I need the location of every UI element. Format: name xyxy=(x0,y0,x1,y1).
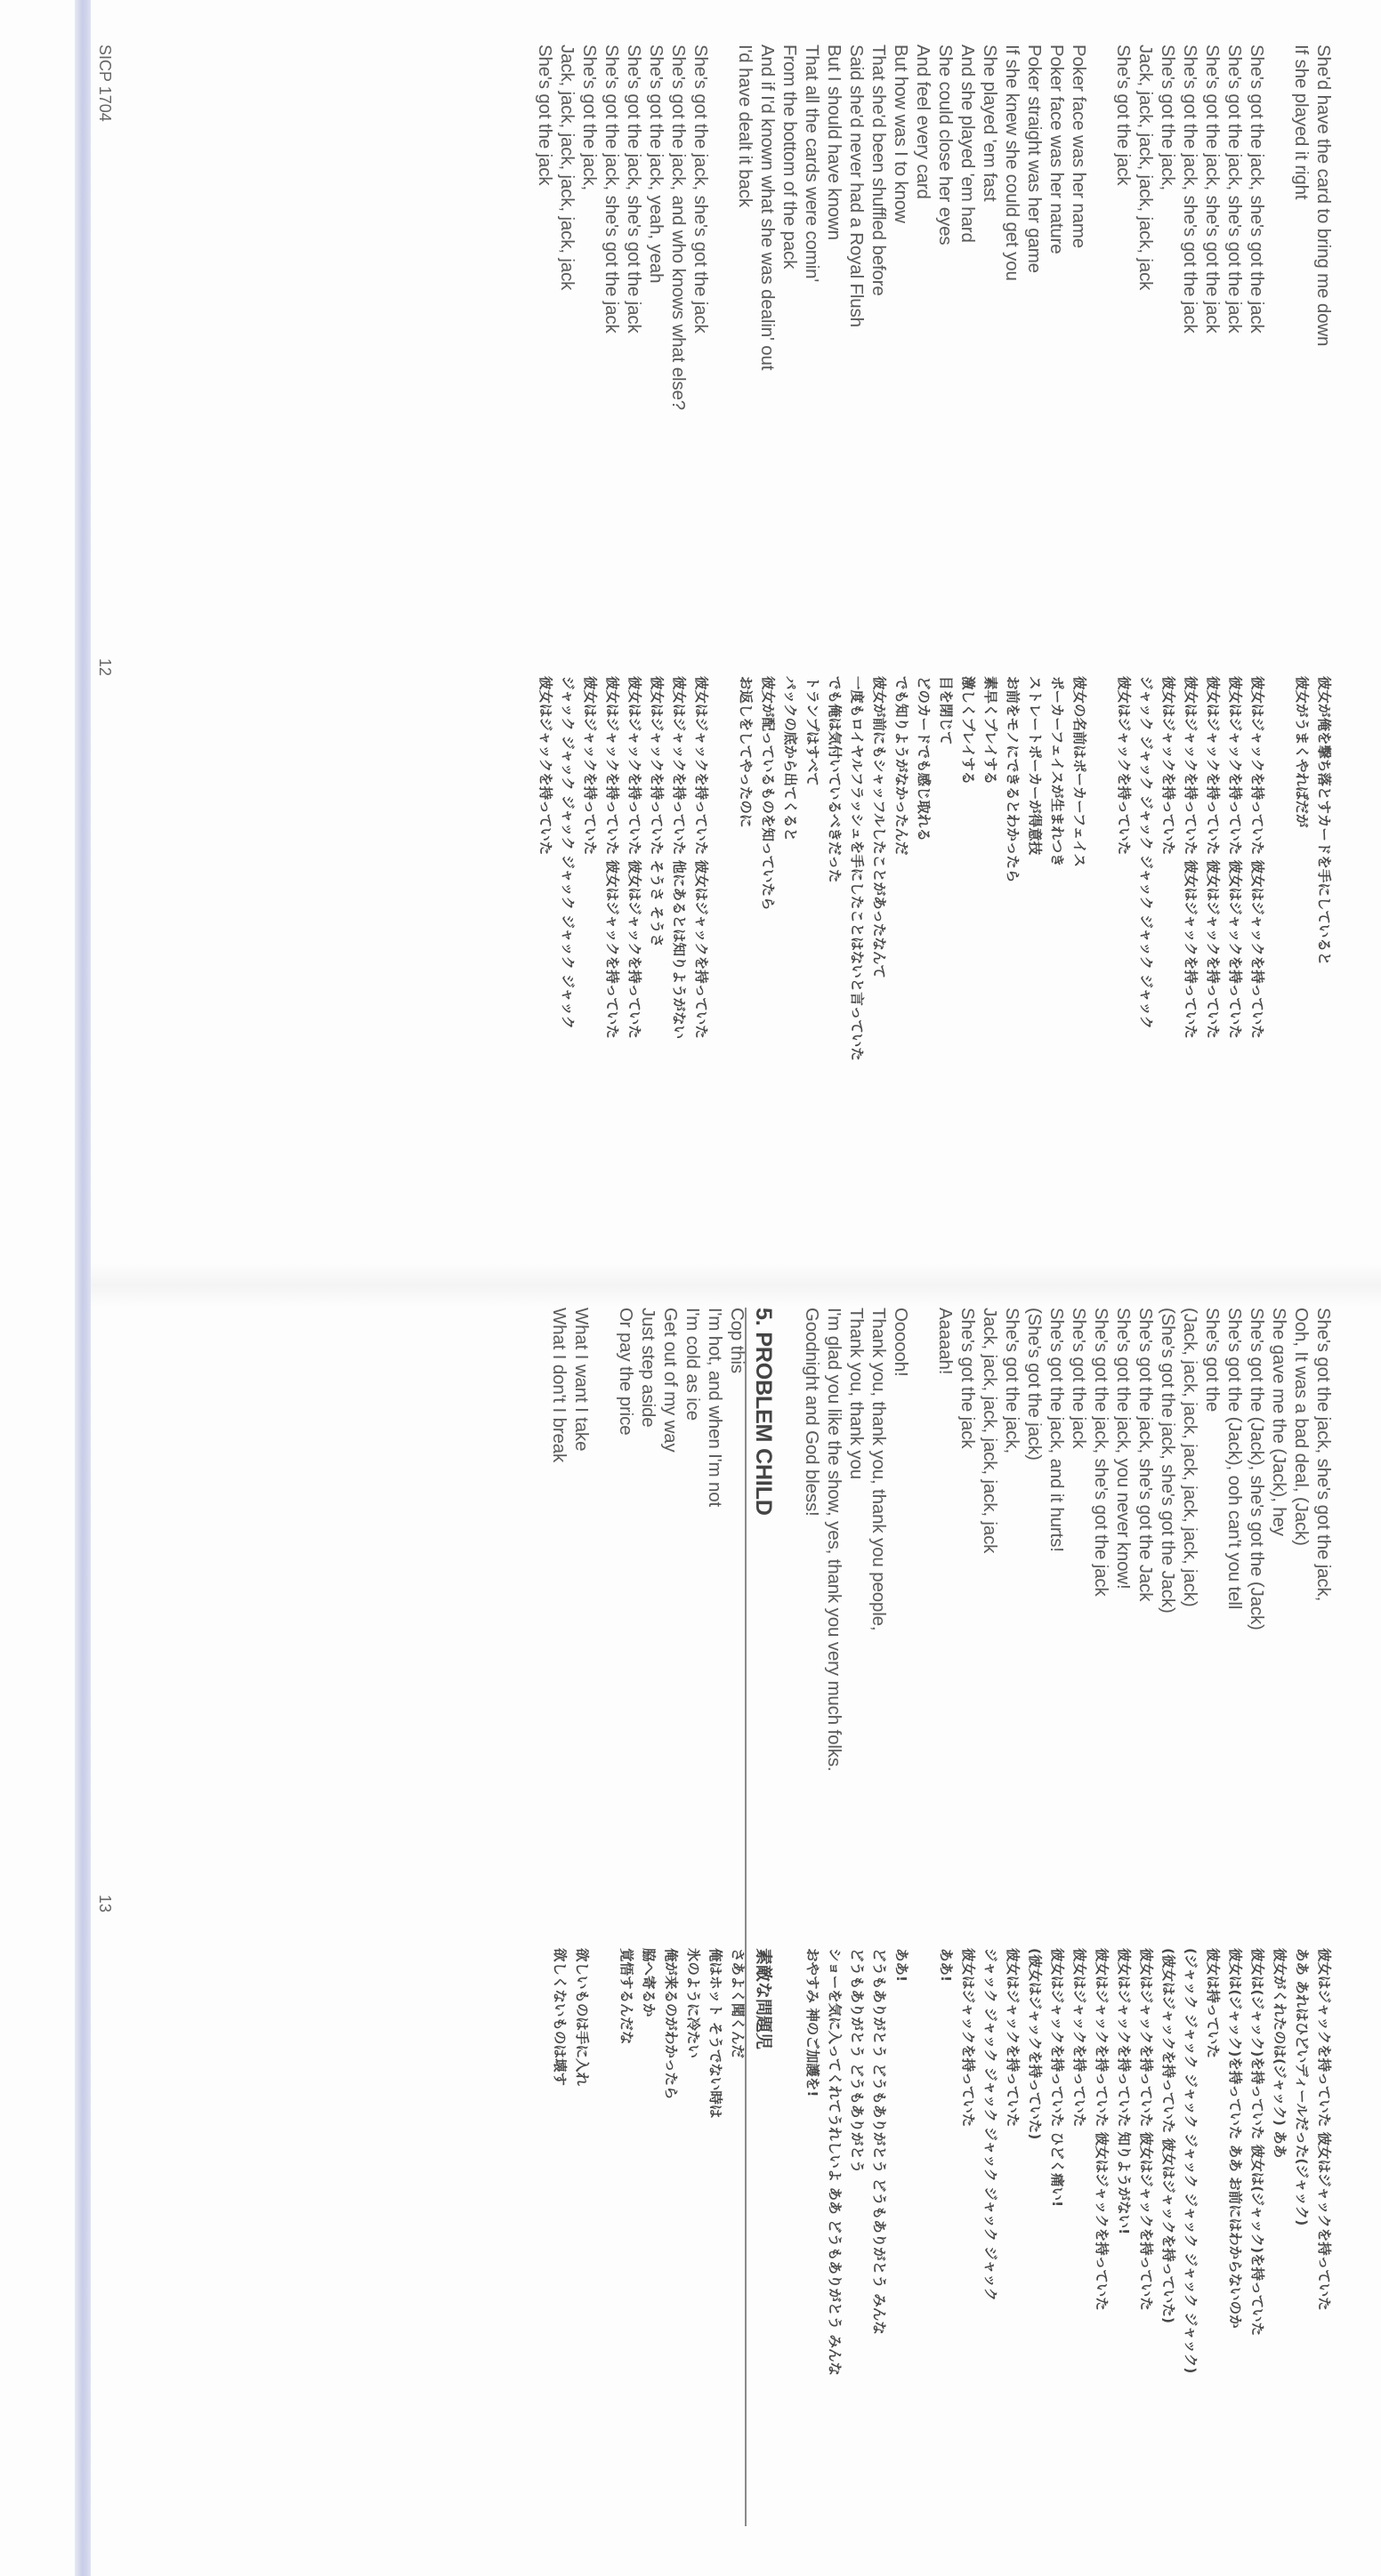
lyric-line: 目を閉じて xyxy=(938,676,954,745)
lyric-line: ジャック ジャック ジャック ジャック ジャック ジャック xyxy=(982,1948,998,2302)
lyric-line: And if I'd known what she was dealin' out xyxy=(757,44,778,371)
song-title: 5. PROBLEM CHILD xyxy=(751,1308,776,1516)
lyric-line: Ooh, It was a bad deal, (Jack) xyxy=(1291,1308,1312,1546)
lyric-line: でも俺は気付いているべきだった xyxy=(827,676,843,883)
lyric-line: 彼女は(ジャック)を持っていた ああ お前にはわからないのか xyxy=(1227,1948,1243,2329)
lyric-line: ショーを気に入ってくれてうれしいよ ああ どうもありがとう みんな xyxy=(827,1948,843,2376)
lyric-line: (彼女はジャックを持っていた 彼女はジャックを持っていた) xyxy=(1160,1948,1176,2323)
booklet-binding-edge xyxy=(75,0,91,2576)
lyric-line: ジャック ジャック ジャック ジャック ジャック ジャック xyxy=(560,676,576,1030)
lyric-line: She's got the jack, she's got the jack xyxy=(1180,44,1200,334)
lyric-line: She's got the jack, you never know! xyxy=(1113,1308,1134,1590)
lyric-line: 彼女はジャックを持っていた 彼女はジャックを持っていた xyxy=(1094,1948,1110,2311)
lyric-line: But I should have known xyxy=(824,44,844,240)
lyric-line: 彼女がうまくやればだが xyxy=(1294,676,1310,828)
lyric-line: From the bottom of the pack xyxy=(779,44,800,270)
lyric-line: She's got the jack, and who knows what else? xyxy=(668,44,689,410)
lyric-line: She's got the jack, she's got the Jack xyxy=(1135,1308,1156,1602)
lyric-line: She's got the jack, she's got the jack xyxy=(1224,44,1245,334)
song-title: 素敵な問題児 xyxy=(754,1948,773,2050)
lyric-line: (She's got the jack) xyxy=(1024,1308,1045,1461)
lyric-line: 彼女はジャックを持っていた 知りようがない! xyxy=(1116,1948,1132,2235)
title-divider xyxy=(745,1308,747,2526)
lyric-line: パックの底から出てくると xyxy=(782,676,798,842)
lyric-line: 彼女はジャックを持っていた xyxy=(1160,676,1176,856)
stanza-gap xyxy=(1090,676,1112,1245)
stanza-gap xyxy=(1268,676,1290,1245)
lyric-line: I'm cold as ice xyxy=(682,1308,703,1421)
lyrics-japanese-column xyxy=(534,676,1335,1245)
lyric-line: 彼女が配っているものを知っていたら xyxy=(760,676,776,911)
lyric-line: Thank you, thank you xyxy=(846,1308,867,1480)
lyric-line: She's got the jack, she's got the jack xyxy=(1091,1308,1111,1597)
lyric-line: She's got the jack xyxy=(1113,44,1134,186)
lyric-line: She's got the jack, she's got the jack xyxy=(624,44,644,334)
lyric-line: 彼女は持っていた xyxy=(1205,1948,1221,2059)
lyric-line: She's got the (Jack), ooh can't you tell xyxy=(1224,1308,1245,1610)
stanza-gap xyxy=(712,676,734,1245)
lyric-line: 彼女はジャックを持っていた xyxy=(1071,1948,1087,2128)
lyric-line: おやすみ 神のご加護を! xyxy=(804,1948,820,2097)
lyric-line: 彼女はジャックを持っていた xyxy=(537,676,553,856)
lyric-line: Poker face was her nature xyxy=(1046,44,1067,254)
lyric-line: 彼女はジャックを持っていた 彼女はジャックを持っていた xyxy=(604,676,620,1039)
lyric-line: トランプはすべて xyxy=(804,676,820,786)
lyric-line: 彼女はジャックを持っていた 他にあるとは知りようがない xyxy=(671,676,687,1040)
lyric-line: 彼女はジャックを持っていた 彼女はジャックを持っていた xyxy=(693,676,709,1039)
lyric-line: Jack, jack, jack, jack, jack, jack xyxy=(557,44,577,291)
stanza-gap xyxy=(593,1308,615,1948)
lyric-line: 彼女はジャックを持っていた xyxy=(1005,1948,1021,2128)
lyric-line: ああ あれはひどいディールだった(ジャック) xyxy=(1294,1948,1310,2226)
lyric-line: 覚悟するんだな xyxy=(618,1948,634,2045)
stanza-gap xyxy=(779,1308,801,1948)
lyric-line: Get out of my way xyxy=(660,1308,681,1453)
stanza-gap xyxy=(1090,44,1112,578)
lyric-line: She's got the jack, she's got the jack xyxy=(602,44,622,334)
page-number: 12 xyxy=(96,658,114,677)
lyric-line: I'm glad you like the show, yes, thank you very much folks. xyxy=(824,1308,844,1772)
lyric-line: She's got the jack, xyxy=(1002,1308,1022,1454)
lyrics-english-column xyxy=(534,44,1335,578)
lyric-line: 彼女はジャックを持っていた 彼女はジャックを持っていた xyxy=(626,676,642,1039)
lyric-line: Or pay the price xyxy=(616,1308,636,1436)
lyrics-japanese-column xyxy=(548,1948,1335,2526)
lyric-line: What I don't I break xyxy=(549,1308,569,1463)
lyric-line: She's got the jack, xyxy=(579,44,600,191)
lyric-line: Jack, jack, jack, jack, jack, jack xyxy=(1135,44,1156,291)
lyric-line: 彼女はジャックを持っていた 彼女はジャックを持っていた xyxy=(1227,676,1243,1039)
lyric-line: ストレートポーカーが得意技 xyxy=(1027,676,1043,856)
lyric-line: お前をモノにできるとわかったら xyxy=(1005,676,1021,883)
lyric-line: And feel every card xyxy=(913,44,933,199)
page-number: 13 xyxy=(96,1895,114,1913)
lyrics-english-column xyxy=(548,1308,1335,1948)
lyric-line: She's got the jack xyxy=(957,1308,978,1449)
right-page-13 xyxy=(0,1308,1335,2526)
lyric-line: Poker face was her name xyxy=(1069,44,1089,248)
lyric-line: 彼女の名前はポーカーフェイス xyxy=(1071,676,1087,867)
lyric-line: Thank you, thank you, thank you people, xyxy=(868,1308,889,1631)
lyric-line: If she played it right xyxy=(1291,44,1312,200)
lyric-line: ポーカーフェイスが生まれつき xyxy=(1049,676,1065,867)
lyric-line: She could close her eyes xyxy=(935,44,956,246)
left-page-12 xyxy=(0,44,1335,1250)
lyric-line: どのカードでも感じ取れる xyxy=(916,676,932,842)
lyric-line: Cop this xyxy=(727,1308,747,1374)
lyric-line: She's got the jack xyxy=(535,44,555,186)
lyric-line: 俺はホット そうでない時は xyxy=(707,1948,723,2119)
lyric-line: Jack, jack, jack, jack, jack, jack xyxy=(980,1308,1000,1554)
lyric-line: She's got the jack, she's got the jack xyxy=(1202,44,1223,334)
lyric-line: I'd have dealt it back xyxy=(735,44,755,207)
lyric-line: 彼女はジャックを持っていた xyxy=(582,676,598,856)
lyric-line: Poker straight was her game xyxy=(1024,44,1045,273)
lyric-line: さあよく聞くんだ xyxy=(730,1948,746,2059)
lyric-line: ああ! xyxy=(938,1948,954,1983)
lyric-line: 彼女が前にもシャッフルしたことがあったなんて xyxy=(871,676,887,978)
lyric-line: And she played 'em hard xyxy=(957,44,978,243)
lyric-line: 彼女はジャックを持っていた 彼女はジャックを持っていた xyxy=(1138,1948,1154,2311)
lyric-line: ああ! xyxy=(893,1948,909,1983)
lyric-line: 氷のように冷たい xyxy=(685,1948,701,2059)
lyric-line: どうもありがとう どうもありがとう xyxy=(849,1948,865,2174)
stanza-gap xyxy=(912,1308,934,1948)
lyric-line: 彼女はジャックを持っていた 彼女はジャックを持っていた xyxy=(1183,676,1199,1039)
lyric-line: 彼女がくれたのは(ジャック) ああ xyxy=(1272,1948,1288,2159)
lyric-line: 脇へ寄るか xyxy=(641,1948,657,2017)
lyric-line: I'm hot, and when I'm not xyxy=(705,1308,725,1508)
lyric-line: 俺が来るのがわかったら xyxy=(663,1948,679,2100)
lyric-line: She's got the jack, and it hurts! xyxy=(1046,1308,1067,1552)
lyric-line: She's got the jack, yeah, yeah xyxy=(646,44,666,284)
lyric-line: She played 'em fast xyxy=(980,44,1000,202)
lyric-line: She's got the jack xyxy=(1069,1308,1089,1449)
lyric-line: 彼女は(ジャック)を持っていた 彼女は(ジャック)を持っていた xyxy=(1249,1948,1265,2337)
lyric-line: What I want I take xyxy=(571,1308,592,1452)
lyric-line: (ジャック ジャック ジャック ジャック ジャック ジャック ジャック) xyxy=(1183,1948,1199,2374)
lyric-line: 欲しいものは手に入れ xyxy=(574,1948,590,2087)
lyric-line: (彼女はジャックを持っていた) xyxy=(1027,1948,1043,2140)
lyric-line: She's got the jack, she's got the jack xyxy=(1247,44,1267,334)
stanza-gap xyxy=(593,1948,615,2526)
stanza-gap xyxy=(1268,44,1290,578)
catalog-number: SICP 1704 xyxy=(96,44,114,122)
lyric-line: 一度もロイヤルフラッシュを手にしたことはないと言っていた xyxy=(849,676,865,1061)
lyric-line: (She's got the jack, she's got the Jack) xyxy=(1158,1308,1178,1614)
stanza-gap xyxy=(712,44,734,578)
lyric-line: She's got the (Jack), she's got the (Jack) xyxy=(1247,1308,1267,1630)
lyric-line: 彼女はジャックを持っていた 彼女はジャックを持っていた xyxy=(1316,1948,1332,2311)
lyric-line: 彼女はジャックを持っていた そうさ そうさ xyxy=(649,676,665,947)
lyric-line: でも知りようがなかったんだ xyxy=(893,676,909,856)
lyric-line: 彼女はジャックを持っていた 彼女はジャックを持っていた xyxy=(1249,676,1265,1039)
lyric-line: 欲しくないものは壊す xyxy=(552,1948,568,2087)
lyric-line: どうもありがとう どうもありがとう どうもありがとう みんな xyxy=(871,1948,887,2335)
lyric-line: お返しをしてやったのに xyxy=(738,676,754,828)
lyric-line: She's got the jack, xyxy=(1158,44,1178,191)
lyric-line: Goodnight and God bless! xyxy=(802,1308,822,1517)
lyric-line: She'd have the card to bring me down xyxy=(1313,44,1334,347)
lyric-line: 彼女はジャックを持っていた ひどく痛い! xyxy=(1049,1948,1065,2208)
lyric-line: She's got the jack, she's got the jack, xyxy=(1313,1308,1334,1602)
lyric-line: ジャック ジャック ジャック ジャック ジャック ジャック xyxy=(1138,676,1154,1030)
lyric-line: 彼女が俺を撃ち落とすカードを手にしていると xyxy=(1316,676,1332,966)
lyric-line: She's got the jack, she's got the jack xyxy=(690,44,711,334)
spine-fold xyxy=(91,1263,1381,1308)
lyric-line: 素早くプレイする xyxy=(982,676,998,785)
lyric-line: 彼女はジャックを持っていた xyxy=(1116,676,1132,856)
lyric-line: 彼女はジャックを持っていた xyxy=(960,1948,976,2128)
lyric-line: She's got the xyxy=(1202,1308,1223,1413)
lyric-line: Aaaaah! xyxy=(935,1308,956,1375)
lyric-line: 激しくプレイする xyxy=(960,676,976,785)
lyric-line: Oooooh! xyxy=(891,1308,911,1377)
lyric-line: Just step aside xyxy=(638,1308,658,1428)
lyric-line: But how was I to know xyxy=(891,44,911,223)
lyric-line: Said she'd never had a Royal Flush xyxy=(846,44,867,327)
lyric-line: 彼女はジャックを持っていた 彼女はジャックを持っていた xyxy=(1205,676,1221,1039)
lyric-line: She gave me the (Jack), hey xyxy=(1269,1308,1289,1536)
stanza-gap xyxy=(779,1948,801,2526)
stanza-gap xyxy=(912,1948,934,2526)
lyric-line: That she'd been shuffled before xyxy=(868,44,889,296)
lyric-line: (Jack, jack, jack, jack, jack, jack, jack) xyxy=(1180,1308,1200,1607)
lyric-line: That all the cards were comin' xyxy=(802,44,822,283)
lyric-line: If she knew she could get you xyxy=(1002,44,1022,281)
